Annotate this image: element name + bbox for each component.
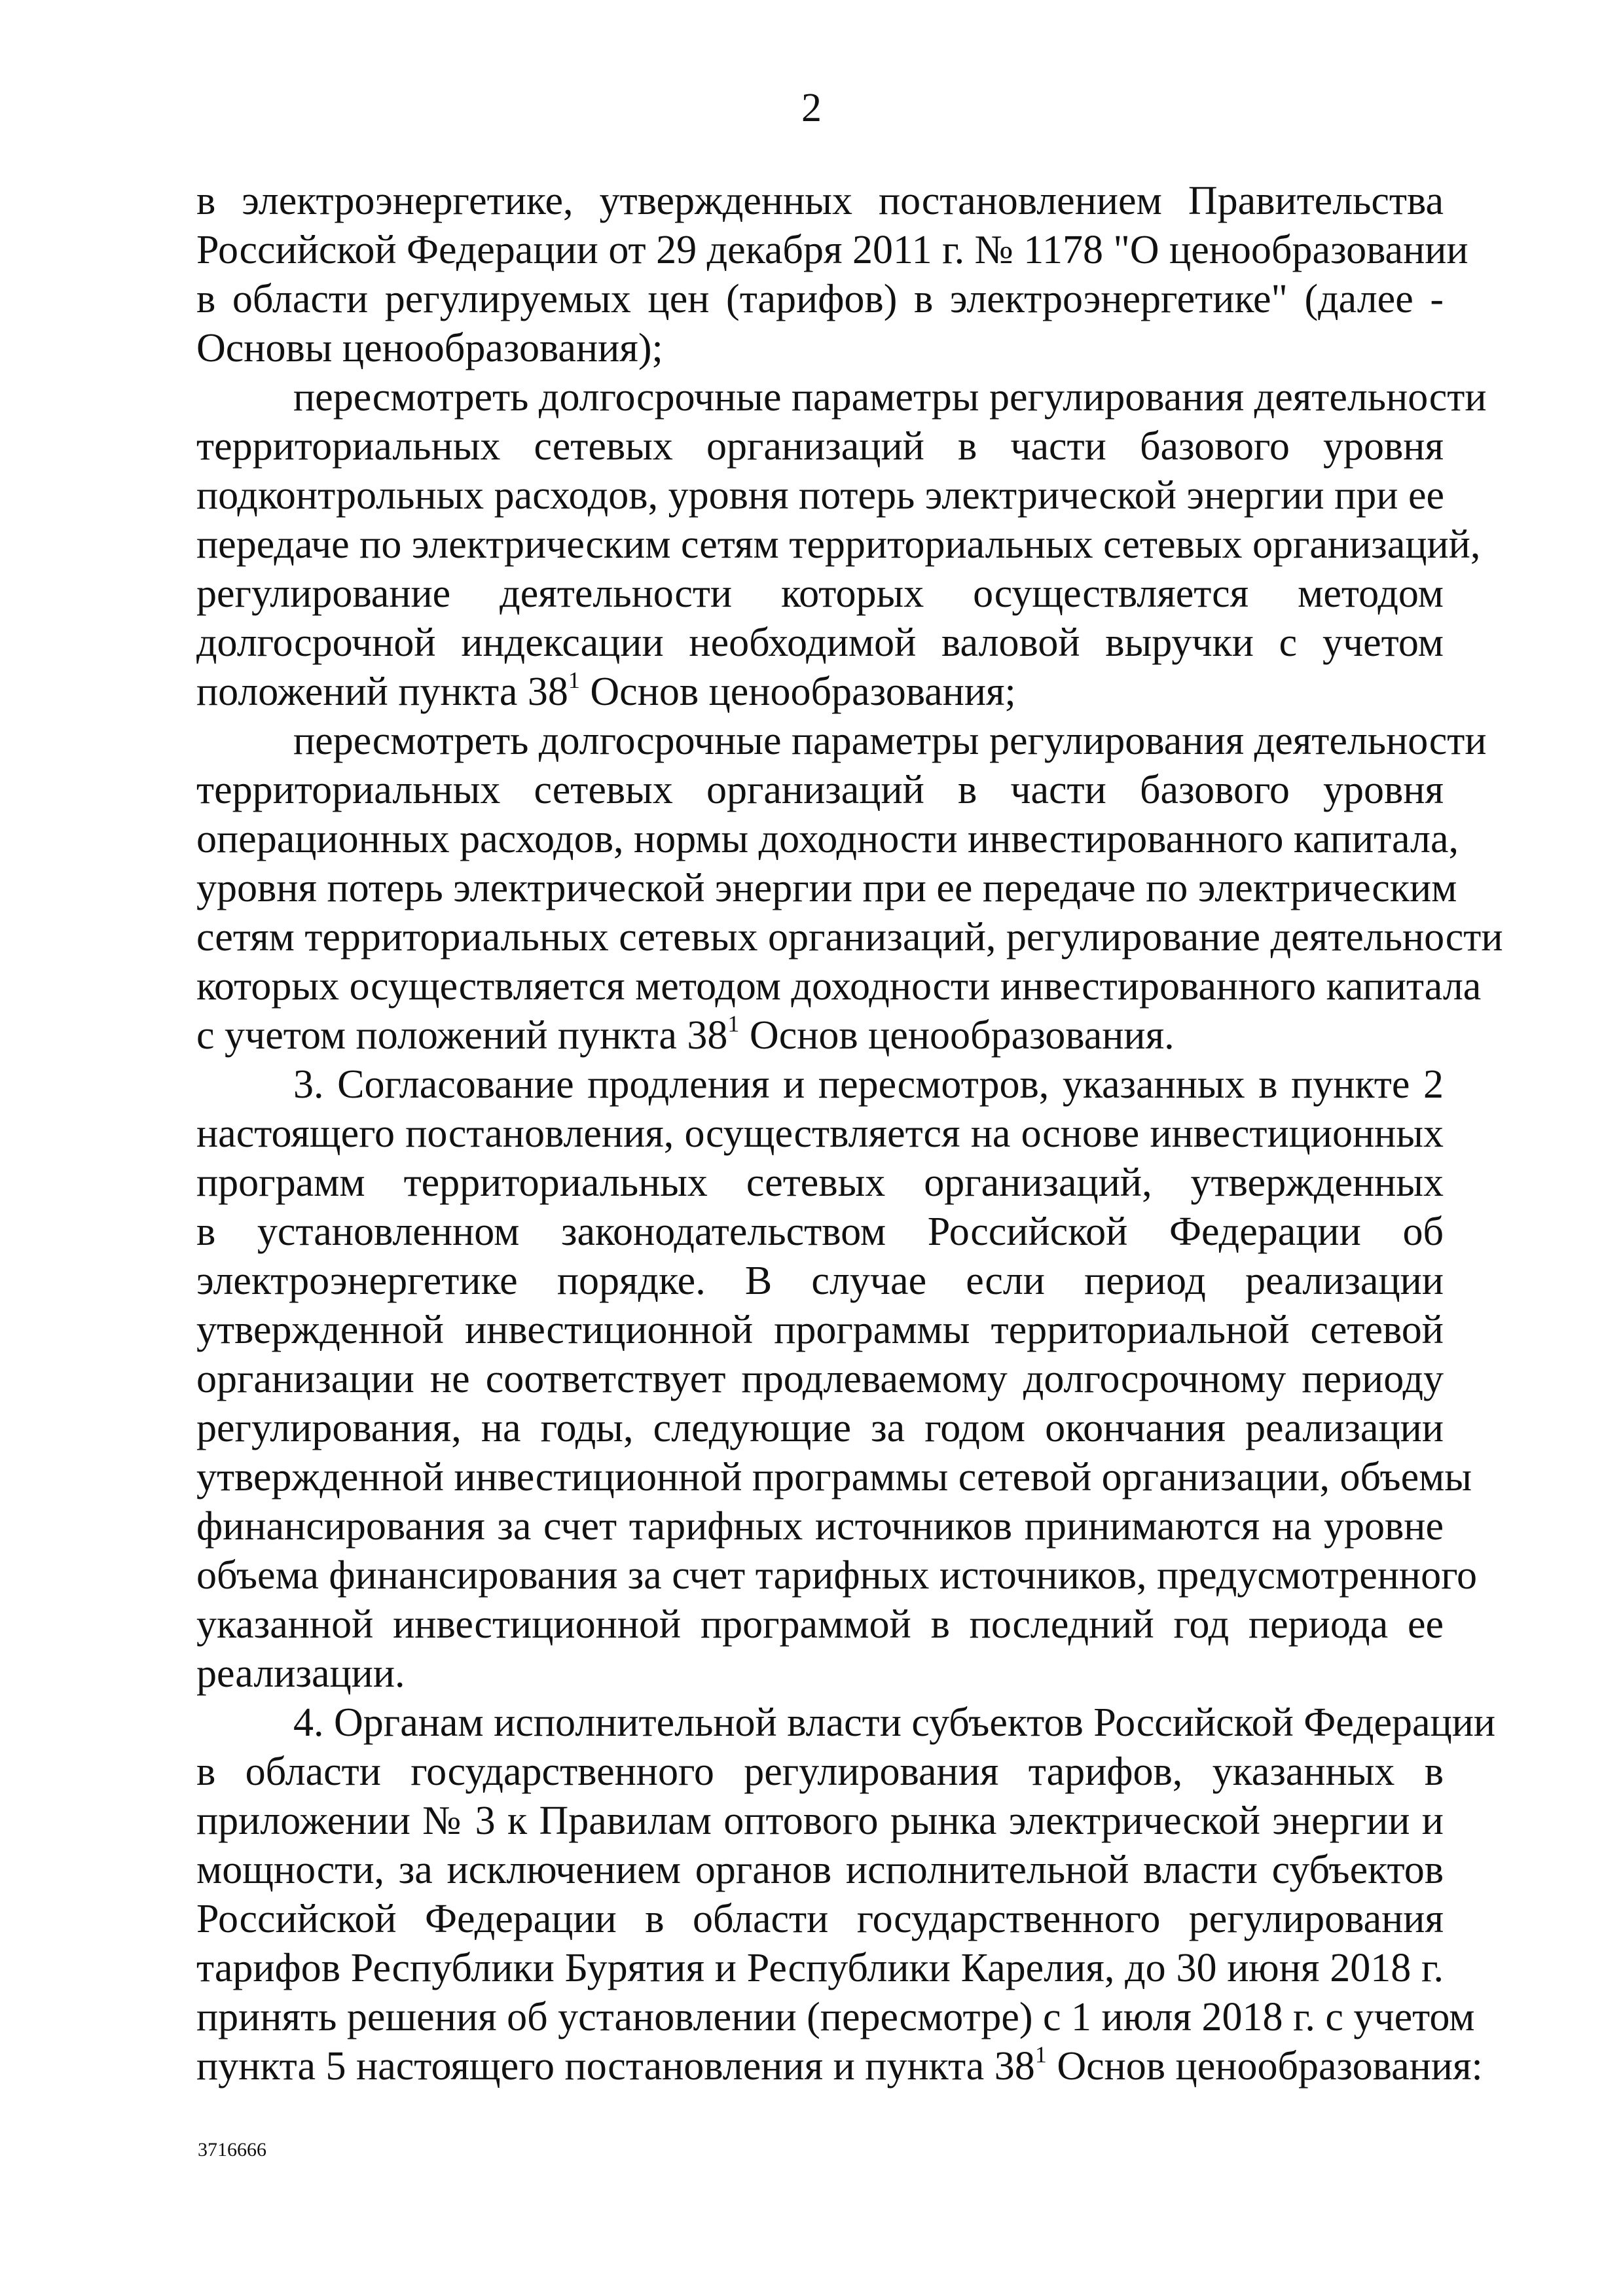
text-line: операционных расходов, нормы доходности инвестированного капитала, (196, 817, 1459, 861)
paragraph-2 (196, 373, 1487, 717)
text-line: электроэнергетике порядке. В случае если период реализации (196, 1259, 1444, 1303)
document-body (196, 177, 1503, 2091)
text-line (196, 668, 1444, 717)
superscript: 1 (727, 1011, 740, 1037)
text-line: 3. Согласование продления и пересмотров, указанных в пункте 2 (293, 1062, 1444, 1107)
text-line (196, 2041, 1483, 2091)
text-line: регулирование деятельности которых осуществляется методом (196, 571, 1444, 616)
text-line: передаче по электрическим сетям территориальных сетевых организаций, (196, 522, 1481, 567)
text-line: настоящего постановления, осуществляется на основе инвестиционных (196, 1111, 1444, 1156)
text-line: приложении № 3 к Правилам оптового рынка электрической энергии и (196, 1799, 1444, 1843)
text-line: регулирования, на годы, следующие за годом окончания реализации (196, 1406, 1444, 1450)
text-line: в электроэнергетике, утвержденных постановлением Правительства (196, 179, 1444, 223)
text-line: пересмотреть долгосрочные параметры регулирования деятельности (293, 719, 1487, 763)
text-line (196, 1011, 1444, 1060)
text-line: мощности, за исключением органов исполнительной власти субъектов (196, 1848, 1444, 1892)
text-line: Основы ценообразования); (196, 326, 663, 370)
text-fragment: Основ ценообразования; (579, 670, 1016, 714)
text-line: реализации. (196, 1651, 405, 1696)
text-line: Российской Федерации в области государственного регулирования (196, 1897, 1444, 1941)
text-line: в области государственного регулирования тарифов, указанных в (196, 1749, 1444, 1794)
paragraph-4 (196, 1060, 1477, 1698)
text-line: сетям территориальных сетевых организаций, регулирование деятельности (196, 915, 1503, 960)
text-line: долгосрочной индексации необходимой валовой выручки с учетом (196, 620, 1444, 665)
text-line: утвержденной инвестиционной программы сетевой организации, объемы (196, 1455, 1472, 1499)
text-line: указанной инвестиционной программой в последний год периода ее (196, 1602, 1444, 1647)
text-line: 4. Органам исполнительной власти субъектов Российской Федерации (293, 1700, 1496, 1745)
text-line: тарифов Республики Бурятия и Республики Карелия, до 30 июня 2018 г. (196, 1946, 1444, 1990)
text-line: в области регулируемых цен (тарифов) в электроэнергетике" (далее - (196, 277, 1444, 321)
text-line: которых осуществляется методом доходности инвестированного капитала (196, 964, 1482, 1009)
text-fragment: Основ ценообразования: (1046, 2044, 1483, 2089)
text-fragment: пункта 5 настоящего постановления и пункта 38 (196, 2044, 1035, 2089)
paragraph-5 (196, 1698, 1496, 2091)
text-line: территориальных сетевых организаций в части базового уровня (196, 768, 1444, 812)
document-code: 3716666 (198, 2139, 266, 2161)
text-line: организации не соответствует продлеваемому долгосрочному периоду (196, 1357, 1444, 1401)
paragraph-3 (196, 717, 1503, 1060)
text-line: финансирования за счет тарифных источников принимаются на уровне (196, 1504, 1444, 1549)
text-line: уровня потерь электрической энергии при ее передаче по электрическим (196, 866, 1457, 910)
text-fragment: с учетом положений пункта 38 (196, 1013, 728, 1058)
text-line: утвержденной инвестиционной программы территориальной сетевой (196, 1308, 1444, 1352)
text-fragment: положений пункта 38 (196, 670, 568, 714)
text-line: территориальных сетевых организаций в части базового уровня (196, 424, 1444, 469)
text-line: принять решения об установлении (пересмотре) с 1 июля 2018 г. с учетом (196, 1995, 1475, 2039)
superscript: 1 (1034, 2041, 1047, 2068)
text-fragment: Основ ценообразования. (739, 1013, 1175, 1058)
text-line: Российской Федерации от 29 декабря 2011 г. № 1178 "О ценообразовании (196, 228, 1468, 272)
text-line: в установленном законодательством Российской Федерации об (196, 1210, 1444, 1254)
text-line: подконтрольных расходов, уровня потерь электрической энергии при ее (196, 473, 1444, 518)
text-line: объема финансирования за счет тарифных источников, предусмотренного (196, 1553, 1477, 1598)
text-line: программ территориальных сетевых организаций, утвержденных (196, 1160, 1444, 1205)
text-line: пересмотреть долгосрочные параметры регулирования деятельности (293, 375, 1487, 420)
page-number: 2 (801, 86, 822, 130)
superscript: 1 (568, 667, 580, 694)
paragraph-1 (196, 177, 1468, 373)
